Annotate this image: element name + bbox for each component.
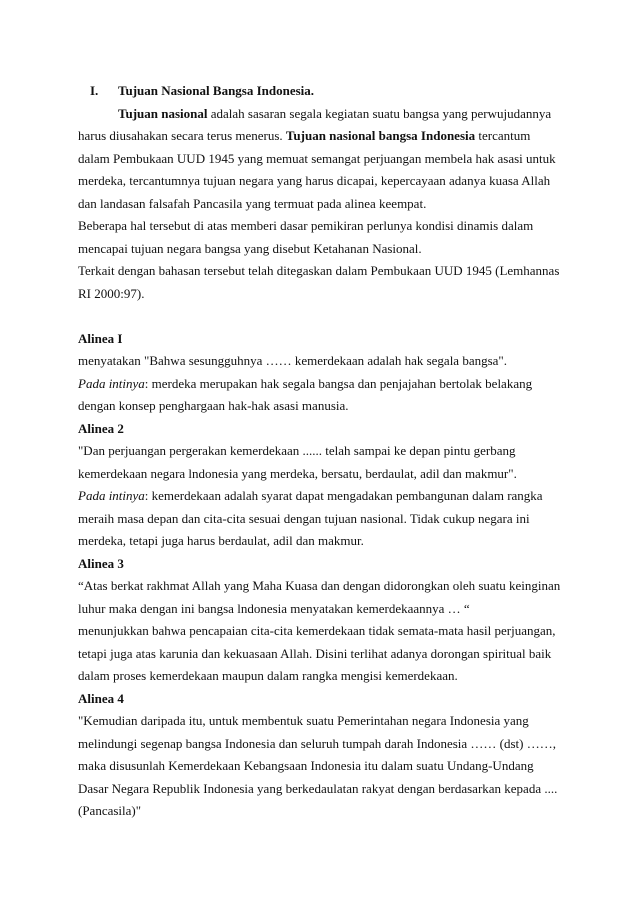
alinea-1-text: : merdeka merupakan hak segala bangsa dan penjajahan bertolak belakang bbox=[144, 375, 533, 391]
intro-text: adalah sasaran segala kegiatan suatu bangsa yang perwujudannya bbox=[207, 105, 552, 121]
alinea-2-line bbox=[78, 485, 568, 508]
alinea-4-line: (Pancasila)" bbox=[78, 803, 142, 818]
alinea-3-line: “Atas berkat rakhmat Allah yang Maha Kuasa dan dengan didorongkan oleh suatu keinginan bbox=[78, 578, 561, 593]
alinea-4-line: melindungi segenap bangsa Indonesia dan seluruh tumpah darah Indonesia …… (dst) ……, bbox=[78, 735, 556, 751]
intro-line bbox=[78, 103, 568, 126]
intro-line: dan landasan falsafah Pancasila yang termuat pada alinea keempat. bbox=[78, 195, 427, 211]
alinea-2-line: meraih masa depan dan cita-cita sesuai dengan tujuan nasional. Tidak cukup negara ini bbox=[78, 510, 530, 526]
alinea-1-italic-label: Pada intinya bbox=[78, 375, 145, 391]
alinea-3-line: dalam proses kemerdekaan maupun dalam rangka mengisi kemerdekaan. bbox=[78, 668, 458, 683]
intro-line bbox=[78, 125, 568, 148]
intro-text: tercantum bbox=[475, 128, 531, 143]
alinea-4-line: Dasar Negara Republik Indonesia yang berkedaulatan rakyat dengan berdasarkan kepada .... bbox=[78, 780, 558, 796]
alinea-2-line: kemerdekaan negara lndonesia yang merdeka, bersatu, berdaulat, adil dan makmur". bbox=[78, 465, 517, 481]
alinea-2-heading: Alinea 2 bbox=[78, 420, 124, 436]
alinea-4-line: maka disusunlah Kemerdekaan Kebangsaan Indonesia itu dalam suatu Undang-Undang bbox=[78, 758, 534, 773]
document-body bbox=[78, 80, 568, 823]
alinea-2-text: : kemerdekaan adalah syarat dapat mengadakan pembangunan dalam rangka bbox=[144, 488, 543, 503]
alinea-3-line: tetapi juga atas karunia dan kekuasaan Allah. Disini terlihat adanya dorongan spiritual baik bbox=[78, 645, 552, 661]
alinea-4-line: "Kemudian daripada itu, untuk membentuk suatu Pemerintahan negara Indonesia yang bbox=[78, 713, 529, 728]
alinea-2-line: "Dan perjuangan pergerakan kemerdekaan ...... telah sampai ke depan pintu gerbang bbox=[78, 443, 516, 458]
intro-bold-term: Tujuan nasional bangsa Indonesia bbox=[285, 128, 476, 143]
alinea-3-heading: Alinea 3 bbox=[78, 555, 124, 571]
alinea-1-heading: Alinea I bbox=[78, 330, 123, 346]
section-number: I. bbox=[90, 83, 99, 98]
section-heading bbox=[78, 80, 568, 103]
alinea-3-line: luhur maka dengan ini bangsa lndonesia menyatakan kemerdekaannya … “ bbox=[78, 600, 470, 616]
intro-line: Terkait dengan bahasan tersebut telah ditegaskan dalam Pembukaan UUD 1945 (Lemhannas bbox=[78, 263, 560, 278]
intro-line: merdeka, tercantumnya tujuan negara yang harus dicapai, kepercayaan adanya kuasa Allah bbox=[78, 173, 551, 188]
intro-line: dalam Pembukaan UUD 1945 yang memuat semangat perjuangan membela hak asasi untuk bbox=[78, 150, 556, 166]
paragraph-spacer bbox=[78, 305, 568, 328]
alinea-1-line bbox=[78, 373, 568, 396]
alinea-1-line: dengan konsep penghargaan hak-hak asasi manusia. bbox=[78, 398, 349, 413]
intro-text: harus diusahakan secara terus menerus. bbox=[78, 128, 286, 143]
alinea-2-line: merdeka, tetapi juga harus berdaulat, adil dan makmur. bbox=[78, 533, 364, 548]
alinea-3-line: menunjukkan bahwa pencapaian cita-cita kemerdekaan tidak semata-mata hasil perjuangan, bbox=[78, 623, 556, 638]
section-title: Tujuan Nasional Bangsa Indonesia. bbox=[118, 83, 315, 98]
intro-line: RI 2000:97). bbox=[78, 285, 145, 301]
intro-line: mencapai tujuan negara bangsa yang disebut Ketahanan Nasional. bbox=[78, 240, 422, 256]
alinea-4-heading: Alinea 4 bbox=[78, 690, 124, 706]
intro-line: Beberapa hal tersebut di atas memberi dasar pemikiran perlunya kondisi dinamis dalam bbox=[78, 218, 534, 233]
intro-bold-term: Tujuan nasional bbox=[118, 105, 208, 121]
alinea-1-line: menyatakan "Bahwa sesungguhnya …… kemerdekaan adalah hak segala bangsa". bbox=[78, 353, 507, 368]
alinea-2-italic-label: Pada intinya bbox=[78, 488, 145, 503]
